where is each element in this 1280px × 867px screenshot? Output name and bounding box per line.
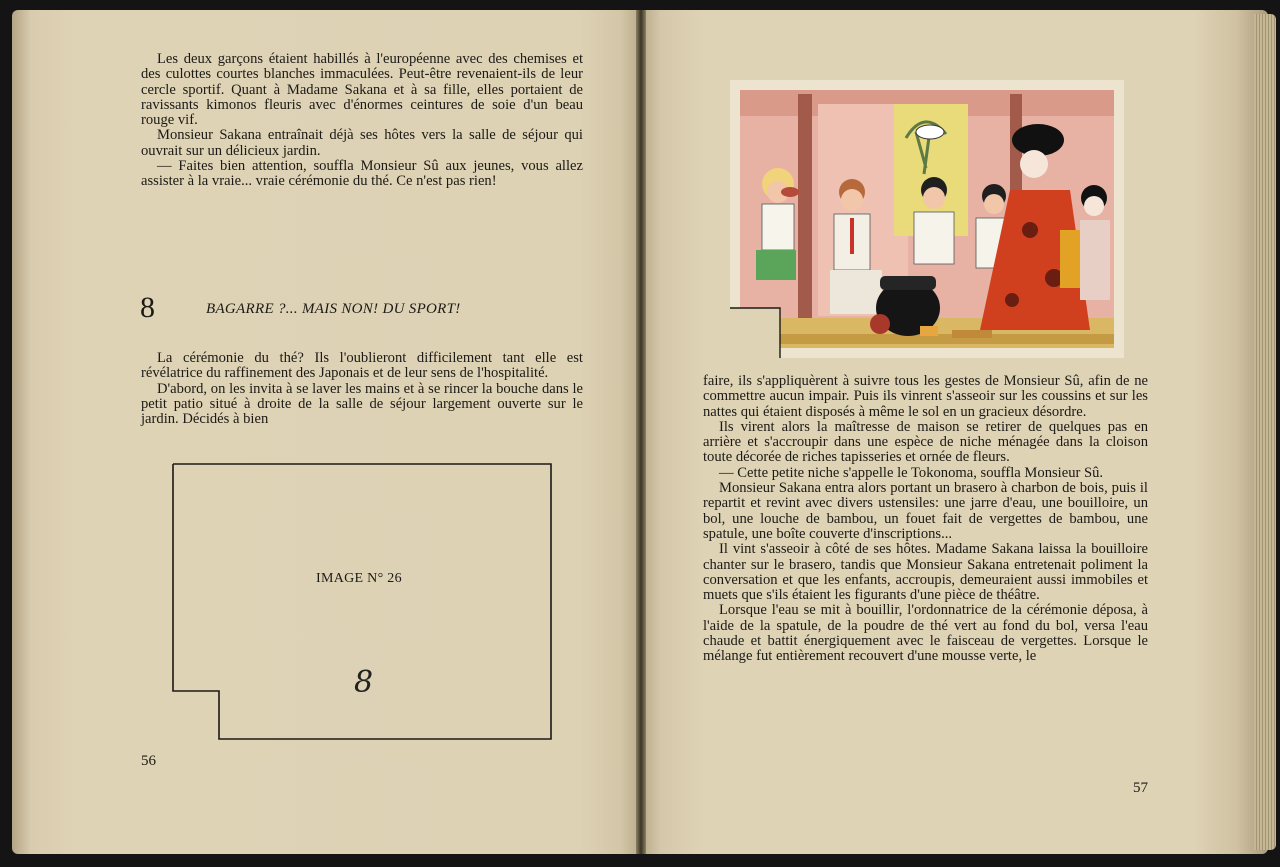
paragraph: Lorsque l'eau se mit à bouillir, l'ordonnatrice de la cérémonie déposa, à l'aide de la spatule, de la poudre de thé vert au fond du bol, versa l'eau chaude et battit énergiquement avec le faisceau de vergettes. Lorsque le mélange fut entièrement recouvert d'une mousse verte, le (703, 602, 1148, 665)
paragraph: D'abord, on les invita à se laver les mains et à se rincer la bouche dans le petit patio situé à droite de la salle de séjour largement ouverte sur le jardin. Décidés à bien (141, 380, 583, 428)
paragraph: La cérémonie du thé? Ils l'oublieront difficilement tant elle est révélatrice du raffinement des Japonais et de leur sens de l'hospitalité. (141, 350, 583, 382)
paragraph: Monsieur Sakana entraînait déjà ses hôtes vers la salle de séjour qui ouvrait sur un délicieux jardin. (141, 127, 583, 159)
paragraph: Monsieur Sakana entra alors portant un brasero à charbon de bois, puis il repartit et revint avec divers ustensiles: une jarre d'eau, une bouilloire, un bol, une louche de bambou, un fouet fait de vergettes de bambou, une spatule, une boîte couverte d'inscriptions... (703, 480, 1148, 542)
right-body-text (703, 374, 1148, 665)
tea-ceremony-illustration (730, 80, 1124, 358)
paragraph: — Faites bien attention, souffla Monsieur Sû aux jeunes, vous allez assister à la vraie... vraie cérémonie du thé. Ce n'est pas rien! (141, 158, 583, 190)
paragraph: faire, ils s'appliquèrent à suivre tous les gestes de Monsieur Sû, afin de ne commettre aucun impair. Puis ils vinrent s'asseoir sur les coussins et sur les nattes qui étaient disposés à même le sol en un gracieux désordre. (703, 373, 1148, 420)
paragraph: Il vint s'asseoir à côté de ses hôtes. Madame Sakana laissa la bouilloire chanter sur le brasero, tandis que Monsieur Sakana entretenait poliment la conversation et que les enfants, accroupis, demeuraient aussi immobiles et muets que s'ils étaient les figurants d'une pièce de théâtre. (703, 541, 1148, 604)
paragraph: Ils virent alors la maîtresse de maison se retirer de quelques pas en arrière et s'accroupir dans une espèce de niche ménagée dans la cloison toute décorée de riches tapisseries et ornée de fleurs. (703, 418, 1148, 466)
handwritten-mark: 8 (354, 665, 374, 700)
page-number-right: 57 (1133, 780, 1148, 796)
chapter-number: 8 (140, 291, 155, 324)
chapter-title: BAGARRE ?... MAIS NON! DU SPORT! (206, 301, 461, 317)
image-placeholder-label: IMAGE N° 26 (316, 571, 402, 586)
paragraph: — Cette petite niche s'appelle le Tokonoma, souffla Monsieur Sû. (719, 464, 1104, 481)
paragraph: Les deux garçons étaient habillés à l'européenne avec des chemises et des culottes courtes blanches immaculées. Peut-être revenaient-ils de leur cercle sportif. Quant à Madame Sakana et à sa fille, elles portaient de ravissants kimonos fleuris avec d'énormes ceintures de soie d'un beau rouge vif. (141, 51, 583, 129)
page-number-left: 56 (141, 753, 156, 769)
